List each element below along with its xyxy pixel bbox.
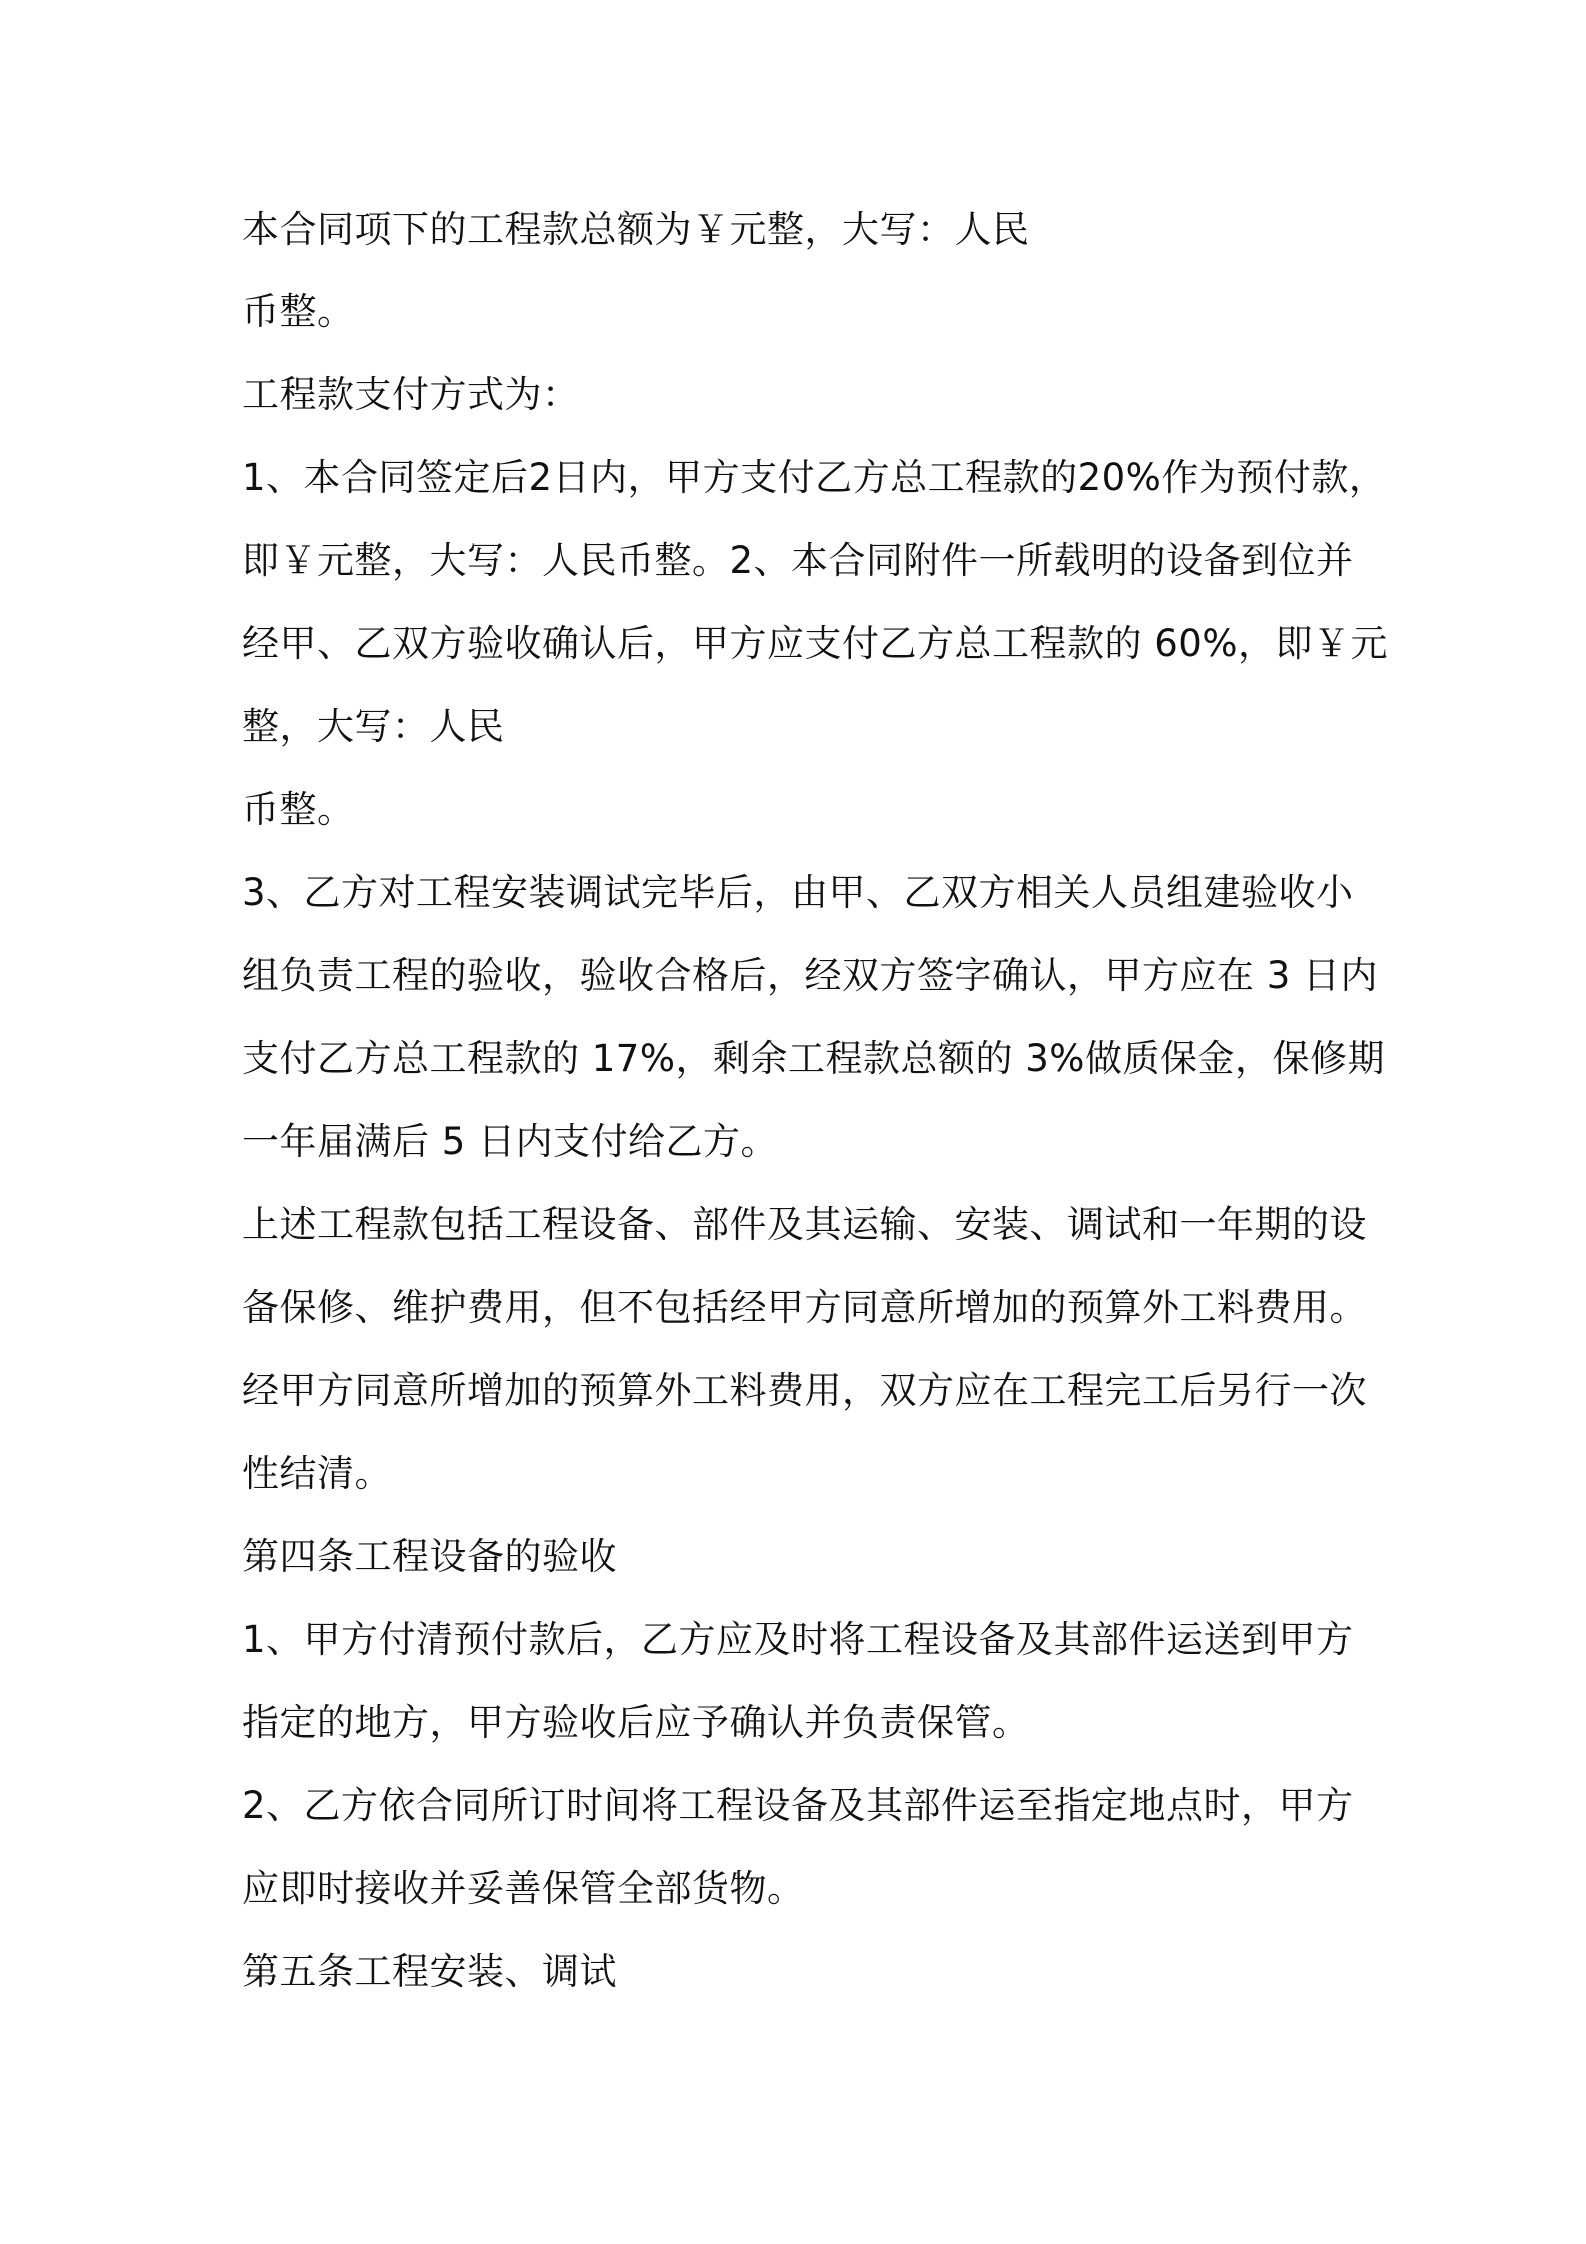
text-line: 币整。 (242, 290, 355, 333)
text-line: 1、本合同签定后2日内，甲方支付乙方总工程款的20%作为预付款， (242, 456, 1387, 499)
text-line: 应即时接收并妥善保管全部货物。 (242, 1867, 805, 1910)
text-line: 1、甲方付清预付款后，乙方应及时将工程设备及其部件运送到甲方 (242, 1618, 1354, 1661)
text-line: 指定的地方，甲方验收后应予确认并负责保管。 (242, 1701, 1030, 1744)
section-heading: 第五条工程安装、调试 (242, 1950, 617, 1993)
text-line: 工程款支付方式为： (242, 373, 580, 416)
text-line: 经甲、乙双方验收确认后，甲方应支付乙方总工程款的 60%，即￥元 (242, 622, 1388, 665)
text-line: 一年届满后 5 日内支付给乙方。 (242, 1120, 779, 1163)
text-line: 性结清。 (242, 1452, 392, 1495)
text-line: 组负责工程的验收，验收合格后，经双方签字确认，甲方应在 3 日内 (242, 954, 1379, 997)
text-line: 本合同项下的工程款总额为￥元整，大写：人民 (242, 208, 1030, 251)
text-line: 整，大写：人民 (242, 705, 505, 748)
text-line: 支付乙方总工程款的 17%，剩余工程款总额的 3%做质保金，保修期 (242, 1037, 1385, 1080)
text-line: 备保修、维护费用，但不包括经甲方同意所增加的预算外工料费用。 (242, 1286, 1367, 1329)
section-heading: 第四条工程设备的验收 (242, 1535, 617, 1578)
text-line: 经甲方同意所增加的预算外工料费用，双方应在工程完工后另行一次 (242, 1369, 1367, 1412)
text-line: 上述工程款包括工程设备、部件及其运输、安装、调试和一年期的设 (242, 1203, 1367, 1246)
text-line: 2、乙方依合同所订时间将工程设备及其部件运至指定地点时，甲方 (242, 1784, 1354, 1827)
text-line: 币整。 (242, 788, 355, 831)
text-line: 即￥元整，大写：人民币整。2、本合同附件一所载明的设备到位并 (242, 539, 1354, 582)
text-line: 3、乙方对工程安装调试完毕后，由甲、乙双方相关人员组建验收小 (242, 871, 1354, 914)
